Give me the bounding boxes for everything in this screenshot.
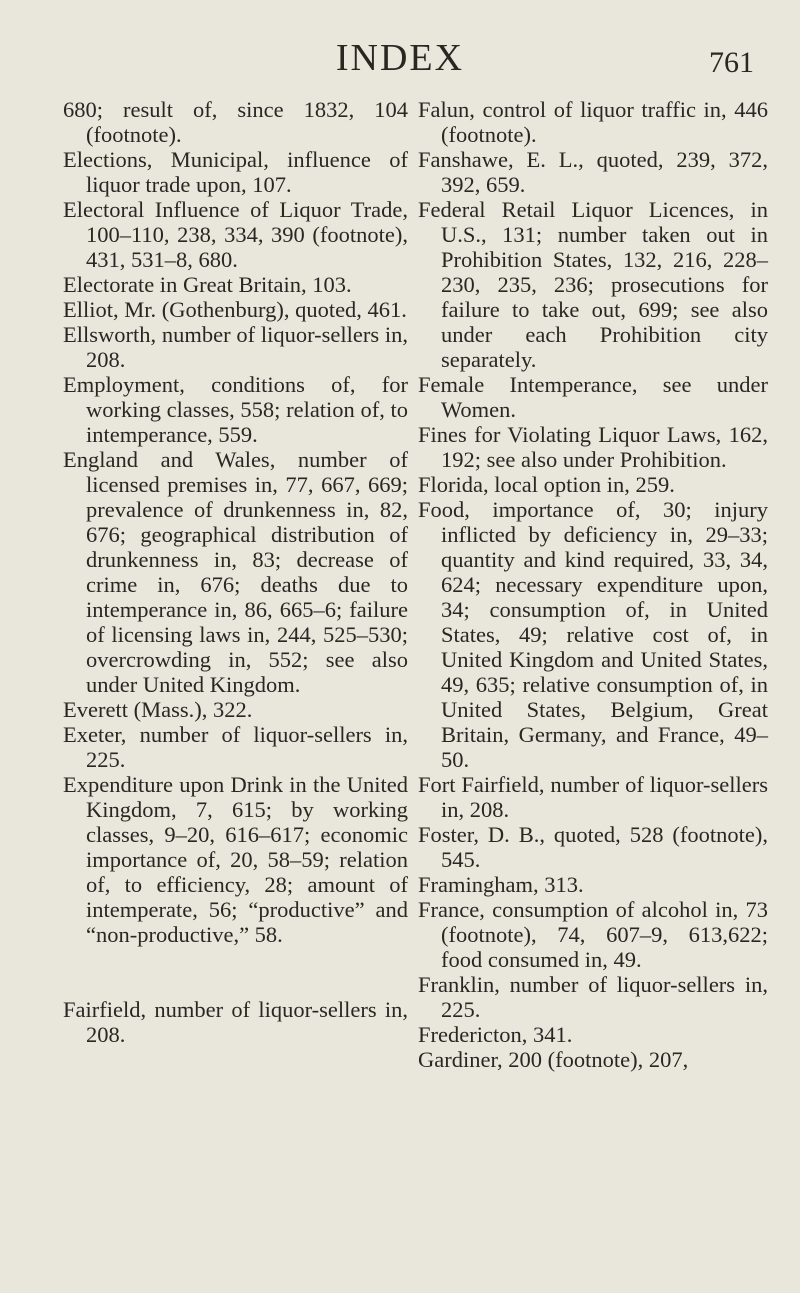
index-entry: Gardiner, 200 (footnote), 207, [418, 1047, 689, 1072]
page-header [0, 36, 800, 86]
index-entry: Florida, local option in, 259. [418, 472, 675, 497]
index-entry: Fanshawe, E. L., quoted, 239, 372, 392, 659. [418, 147, 768, 197]
index-entry: Fines for Violating Liquor Laws, 162, 192; see also under Prohibition. [418, 422, 768, 472]
index-entry: England and Wales, number of licensed premises in, 77, 667, 669; prevalence of drunkenness in, 82, 676; geographical distribution of drunkenness in, 83; decrease of crime in, 676; deaths due to intemperance in, 86, 665–6; failure of licensing laws in, 244, 525–530; overcrowding in, 552; see also under United Kingdom. [63, 447, 408, 697]
index-entry: Electorate in Great Britain, 103. [63, 272, 352, 297]
index-entry: Female Intemperance, see under Women. [418, 372, 768, 422]
index-entry: Elliot, Mr. (Gothenburg), quoted, 461. [63, 297, 407, 322]
index-column-right [418, 97, 768, 1072]
index-column-left [63, 97, 408, 1047]
index-entry: Framingham, 313. [418, 872, 584, 897]
index-entry: Elections, Municipal, influence of liquor trade upon, 107. [63, 147, 408, 197]
index-entry: France, consumption of alcohol in, 73 (footnote), 74, 607–9, 613,622; food consumed in, 49. [418, 897, 768, 972]
index-entry: Everett (Mass.), 322. [63, 697, 253, 722]
index-entry: Ellsworth, number of liquor-sellers in, 208. [63, 322, 408, 372]
index-entry: Exeter, number of liquor-sellers in, 225. [63, 722, 408, 772]
index-entry: Fairfield, number of liquor-sellers in, 208. [63, 997, 408, 1047]
page-title: INDEX [335, 37, 465, 79]
index-entry: Expenditure upon Drink in the United Kingdom, 7, 615; by working classes, 9–20, 616–617; economic importance of, 20, 58–59; relation of, to efficiency, 28; amount of intemperate, 56; “productive” and “non-productive,” 58. [63, 772, 408, 947]
index-entry: Food, importance of, 30; injury inflicted by deficiency in, 29–33; quantity and kind required, 33, 34, 624; necessary expenditure upon, 34; consumption of, in United States, 49; relative cost of, in United Kingdom and United States, 49, 635; relative consumption of, in United States, Belgium, Great Britain, Germany, and France, 49–50. [418, 497, 768, 772]
index-entry: Electoral Influence of Liquor Trade, 100–110, 238, 334, 390 (footnote), 431, 531–8, 680. [63, 197, 408, 272]
index-entry: Fort Fairfield, number of liquor-sellers in, 208. [418, 772, 768, 822]
index-entry: Employment, conditions of, for working classes, 558; relation of, to intemperance, 559. [63, 372, 408, 447]
index-entry: Fredericton, 341. [418, 1022, 573, 1047]
index-entry: 680; result of, since 1832, 104 (footnote). [63, 97, 408, 147]
index-entry: Franklin, number of liquor-sellers in, 225. [418, 972, 768, 1022]
index-entry: Falun, control of liquor traffic in, 446 (footnote). [418, 97, 768, 147]
page-number: 761 [709, 46, 754, 79]
index-entry: Foster, D. B., quoted, 528 (footnote), 545. [418, 822, 768, 872]
index-entry: Federal Retail Liquor Licences, in U.S., 131; number taken out in Prohibition States, 132, 216, 228–230, 235, 236; prosecutions for failure to take out, 699; see also under each Prohibition city separately. [418, 197, 768, 372]
